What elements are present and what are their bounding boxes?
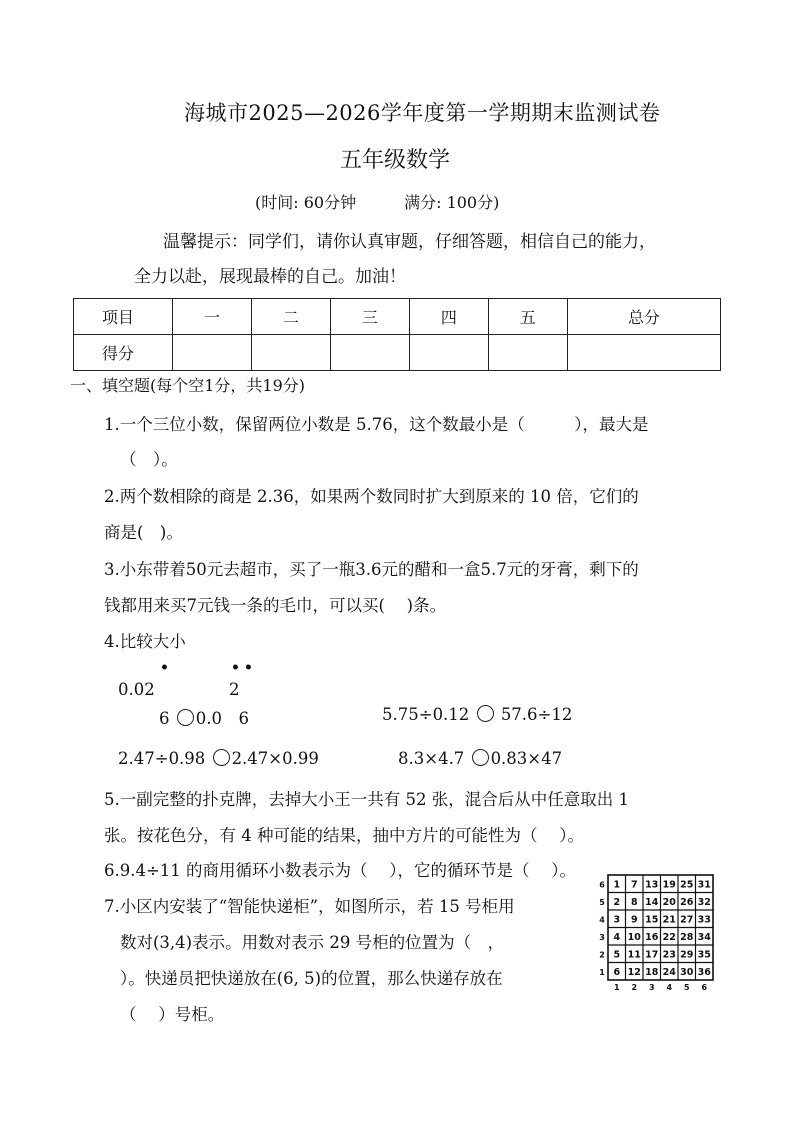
locker-cell: 1 bbox=[613, 879, 621, 891]
locker-cell: 10 bbox=[627, 931, 641, 943]
row-label: 1 bbox=[599, 967, 605, 977]
locker-cell: 24 bbox=[662, 966, 676, 978]
row-label: 5 bbox=[599, 897, 605, 907]
row-label: 3 bbox=[599, 932, 605, 942]
compare-circle[interactable] bbox=[213, 749, 230, 766]
locker-cell: 2 bbox=[613, 896, 621, 908]
row-label: 4 bbox=[599, 915, 605, 925]
score-input-cell[interactable] bbox=[173, 335, 252, 371]
locker-cell: 29 bbox=[680, 949, 694, 961]
q5-line-1: 5.一副完整的扑克牌，去掉大小王一共有 52 张，混合后从中任意取出 1 bbox=[104, 790, 629, 809]
row-label: 6 bbox=[599, 880, 605, 890]
q7-line-2: 数对(3,4)表示。用数对表示 29 号柜的位置为（ ， bbox=[120, 933, 505, 952]
col-label: 6 bbox=[701, 983, 708, 992]
locker-cell: 31 bbox=[697, 879, 711, 891]
locker-grid bbox=[594, 873, 720, 1003]
repeat-dot: • bbox=[244, 660, 253, 676]
locker-cell: 33 bbox=[697, 914, 711, 926]
row-label: 2 bbox=[599, 950, 605, 960]
q2-line-1: 2.两个数相除的商是 2.36，如果两个数同时扩大到原来的 10 倍，它们的 bbox=[104, 487, 639, 506]
locker-cell: 34 bbox=[697, 931, 711, 943]
compare-circle[interactable] bbox=[472, 749, 489, 766]
time-limit: (时间: 60分钟 bbox=[255, 193, 357, 212]
q4-compare-3 bbox=[118, 749, 319, 768]
locker-cell: 13 bbox=[645, 879, 659, 891]
compare-circle[interactable] bbox=[477, 705, 494, 722]
section-heading: 一、填空题(每个空1分，共19分) bbox=[70, 376, 306, 395]
locker-cell: 14 bbox=[645, 896, 659, 908]
q4-left-operand: 5.75÷0.12 bbox=[382, 705, 470, 724]
q4-compare-4 bbox=[398, 749, 562, 768]
q4-left-operand: 8.3×4.7 bbox=[398, 749, 465, 768]
locker-cell: 30 bbox=[680, 966, 694, 978]
locker-cell: 8 bbox=[630, 896, 638, 908]
q4-right-operand: 2.47×0.99 bbox=[231, 749, 319, 768]
col-label: 1 bbox=[613, 983, 620, 992]
compare-circle[interactable] bbox=[177, 709, 194, 726]
locker-cell: 35 bbox=[697, 949, 711, 961]
locker-cell: 36 bbox=[697, 966, 711, 978]
locker-cell: 28 bbox=[680, 931, 694, 943]
locker-cell: 5 bbox=[613, 949, 621, 961]
q7-line-4: （ ）号柜。 bbox=[120, 1005, 225, 1024]
locker-cell: 23 bbox=[662, 949, 676, 961]
col-label: 2 bbox=[631, 983, 638, 992]
q7-line-3: ）。快递员把快递放在(6, 5)的位置，那么快递存放在 bbox=[120, 969, 503, 988]
locker-cell: 20 bbox=[662, 896, 676, 908]
q4-left-operand: 2.47÷0.98 bbox=[118, 749, 206, 768]
locker-cell: 27 bbox=[680, 914, 694, 926]
score-input-cell[interactable] bbox=[251, 335, 330, 371]
q6-line: 6.9.4÷11 的商用循环小数表示为（ ），它的循环节是（ ）。 bbox=[104, 861, 577, 880]
q3-line-2: 钱都用来买7元钱一条的毛巾，可以买( )条。 bbox=[104, 596, 447, 615]
locker-cell: 15 bbox=[645, 914, 659, 926]
locker-cell: 9 bbox=[630, 914, 638, 926]
score-row-label: 得分 bbox=[74, 335, 173, 371]
q4-title: 4.比较大小 bbox=[104, 632, 186, 651]
full-score: 满分: 100分) bbox=[404, 193, 500, 212]
locker-cell: 19 bbox=[662, 879, 676, 891]
q2-line-2: 商是( )。 bbox=[104, 523, 183, 542]
q4-right-operand: 0.83×47 bbox=[490, 749, 563, 768]
col-label: 5 bbox=[683, 983, 690, 992]
locker-cell: 12 bbox=[627, 966, 641, 978]
q4-number-b: 2 bbox=[229, 680, 240, 699]
q4-right-operand: 0.0 6 bbox=[195, 709, 249, 728]
score-input-cell[interactable] bbox=[409, 335, 488, 371]
q4-number-a: 0.02 bbox=[118, 680, 155, 699]
score-input-cell[interactable] bbox=[567, 335, 720, 371]
locker-cell: 3 bbox=[613, 914, 621, 926]
locker-cell: 16 bbox=[645, 931, 659, 943]
q3-line-1: 3.小东带着50元去超市，买了一瓶3.6元的醋和一盒5.7元的牙膏，剩下的 bbox=[104, 560, 639, 579]
locker-cell: 22 bbox=[662, 931, 676, 943]
locker-cell: 21 bbox=[662, 914, 676, 926]
score-input-cell[interactable] bbox=[330, 335, 409, 371]
q1-line-1: 1.一个三位小数，保留两位小数是 5.76，这个数最小是（ ），最大是 bbox=[104, 415, 649, 434]
q4-right-operand: 57.6÷12 bbox=[500, 705, 573, 724]
q4-left-operand: 6 bbox=[159, 709, 170, 728]
score-table-score-row bbox=[74, 335, 721, 371]
score-input-cell[interactable] bbox=[488, 335, 567, 371]
locker-cell: 32 bbox=[697, 896, 711, 908]
exam-subtitle: 五年级数学 bbox=[340, 148, 451, 173]
score-header-cell: 总分 bbox=[567, 299, 720, 335]
q4-compare-1 bbox=[159, 705, 249, 729]
tip-line-1: 温馨提示：同学们，请你认真审题，仔细答题，相信自己的能力， bbox=[163, 232, 656, 252]
repeat-dot: • bbox=[160, 660, 169, 676]
locker-cell: 17 bbox=[645, 949, 659, 961]
tip-line-2: 全力以赴，展现最棒的自己。加油！ bbox=[134, 267, 406, 287]
score-table-header-row bbox=[74, 299, 721, 335]
locker-cell: 26 bbox=[680, 896, 694, 908]
exam-info bbox=[255, 190, 499, 213]
locker-cell: 11 bbox=[627, 949, 641, 961]
repeat-dot: • bbox=[231, 660, 240, 676]
q7-line-1: 7.小区内安装了“智能快递柜”，如图所示，若 15 号柜用 bbox=[104, 897, 515, 916]
q5-line-2: 张。按花色分，有 4 种可能的结果，抽中方片的可能性为（ ）。 bbox=[104, 826, 584, 845]
exam-title: 海城市2025—2026学年度第一学期期末监测试卷 bbox=[184, 101, 661, 125]
score-header-cell: 五 bbox=[488, 299, 567, 335]
score-header-cell: 三 bbox=[330, 299, 409, 335]
col-label: 3 bbox=[648, 983, 655, 992]
locker-cell: 4 bbox=[613, 931, 621, 943]
q4-compare-2 bbox=[382, 705, 572, 724]
locker-cell: 18 bbox=[645, 966, 659, 978]
score-header-cell: 二 bbox=[251, 299, 330, 335]
score-header-cell: 四 bbox=[409, 299, 488, 335]
score-header-cell: 项目 bbox=[74, 299, 173, 335]
locker-cell: 25 bbox=[680, 879, 694, 891]
q1-line-2: （ ）。 bbox=[120, 450, 178, 469]
locker-cell: 6 bbox=[613, 966, 621, 978]
locker-cell: 7 bbox=[630, 879, 638, 891]
score-header-cell: 一 bbox=[173, 299, 252, 335]
col-label: 4 bbox=[666, 983, 673, 992]
score-table bbox=[73, 298, 721, 371]
